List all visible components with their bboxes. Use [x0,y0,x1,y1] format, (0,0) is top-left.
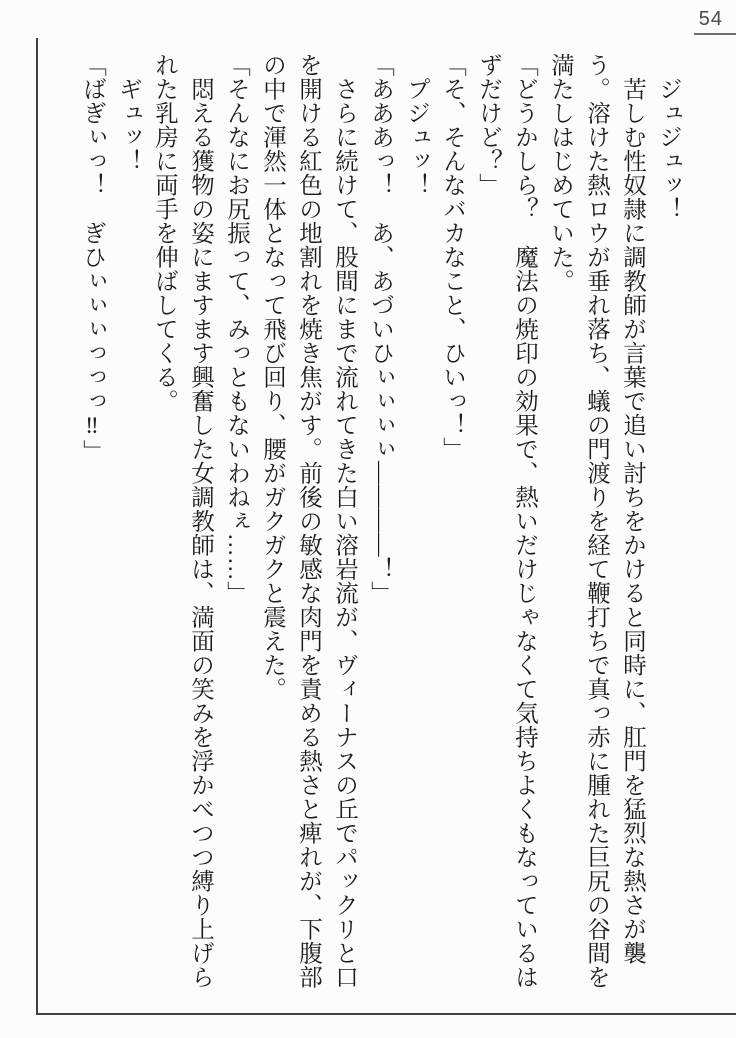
dialogue-line: 「あああっ！ あ、あづいひぃぃぃぃ――――！」 [367,53,393,605]
sfx-line: ジュジュッ！ [655,76,681,221]
dialogue-line: 「どうかしら？ 魔法の焼印の効果で、熱いだけじゃなくて気持ちよくもなっているはずだけど？」 [475,53,537,989]
sfx-line: プジュッ！ [403,76,429,197]
dialogue-line: 「ばぎぃっ！ ぎひぃぃぃっっっ‼」 [79,53,105,464]
narration-paragraph: 苦しむ性奴隷に調教師が言葉で追い討ちをかけると同時に、肛門を猛烈な熱さが襲う。溶けた熱ロウが垂れ落ち、蟻の門渡りを経て鞭打ちで真っ赤に腫れた巨尻の谷間を満たしはじめていた。 [547,53,645,989]
page-number-underline [694,33,736,35]
dialogue-line: 「そんなにお尻振って、みっともないわねぇ……」 [223,53,249,605]
dialogue-line: 「そ、そんなバカなこと、ひいっ！」 [439,53,465,461]
page-border-bottom [36,1013,736,1015]
page-number: 54 [698,8,723,30]
narration-paragraph: さらに続けて、股間にまで流れてきた白い溶岩流が、ヴィーナスの丘でパックリと口を開ける紅色の地割れを焼き焦がす。前後の敏感な肉門を責める熱さと痺れが、下腹部の中で渾然一体となって飛び回り、腰がガクガクと震えた。 [259,53,357,989]
vertical-text-area [74,53,686,993]
sfx-line: ギュッ！ [115,76,141,173]
narration-paragraph: 悶える獲物の姿にますます興奮した女調教師は、満面の笑みを浮かべつつ縛り上げられた乳房に両手を伸ばしてくる。 [151,53,213,989]
page-border-left [36,38,38,1015]
